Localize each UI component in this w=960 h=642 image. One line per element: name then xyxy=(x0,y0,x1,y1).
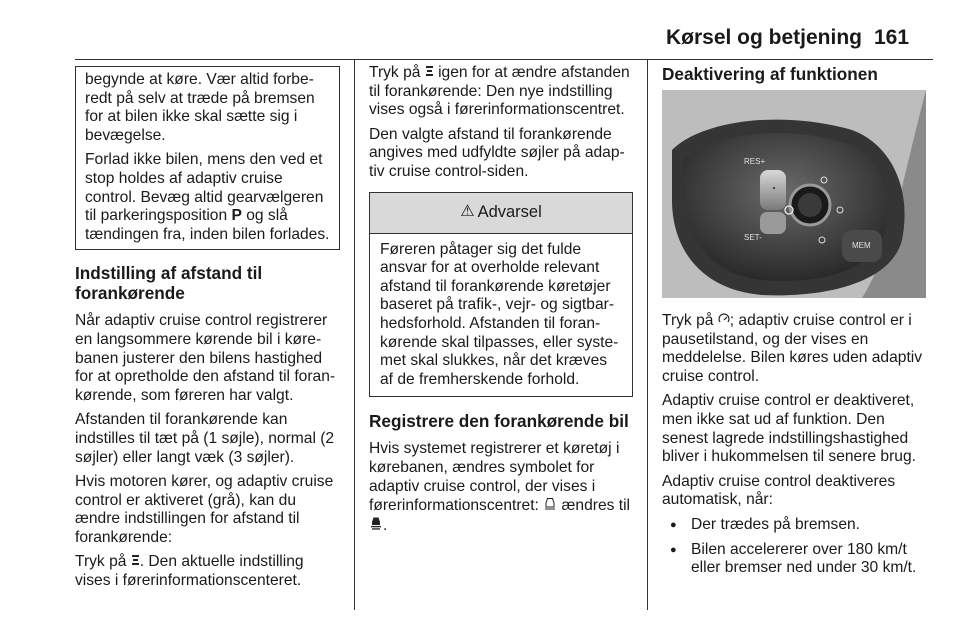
warning-triangle-icon: ⚠ xyxy=(460,203,475,221)
res-label: RES+ xyxy=(744,157,766,166)
column-divider-2 xyxy=(647,60,648,610)
caution-text-1: begynde at køre. Vær altid forberedt på selv at træde på bremsen for at bilen ikke skal sætte sig i bevægelse. xyxy=(85,71,315,144)
caution-text-2: Forlad ikke bilen, mens den ved et stop holdes af adaptiv cruise control. Bevæg altid gearvælgeren til parkeringsposition P og slå tændingen fra, inden bilen forlades. xyxy=(85,151,330,243)
cruise-icon xyxy=(718,312,730,331)
paragraph: Hvis motoren kører, og adaptiv cruise control er aktiveret (grå), kan du ændre indstillingen for afstand til forankørende: xyxy=(75,473,334,546)
steering-wheel-photo xyxy=(662,90,926,298)
list-item: ● Bilen accelererer over 180 km/t eller bremser ned under 30 km/t. xyxy=(691,541,932,578)
mem-label: MEM xyxy=(852,241,871,250)
gear-p-label: P xyxy=(231,207,242,225)
caution-box xyxy=(75,66,340,250)
warning-header xyxy=(370,193,632,234)
vehicle-outline-icon xyxy=(543,496,557,516)
vehicle-filled-icon xyxy=(369,516,383,536)
column-2 xyxy=(369,64,633,541)
column-1 xyxy=(75,66,340,597)
page-number: 161 xyxy=(874,26,910,49)
warning-body: Føreren påtager sig det fulde ansvar for at overholde relevant afstand til forankørende køretøjer baseret på trafik-, vejr- og sigtbarhedsforhold. Afstanden til forankørende skal tilpasses, eller systemet skal slukkes, når det kræves af de fremherskende forhold. xyxy=(380,240,619,388)
paragraph: Den valgte afstand til forankørende angives med udfyldte søjler på adaptiv cruise control-siden. xyxy=(369,125,625,180)
paragraph: Tryk på ; adaptiv cruise control er i pausetilstand, og der vises en meddelelse. Bilen køres uden adaptiv cruise control. xyxy=(662,312,923,385)
paragraph: Adaptiv cruise control deaktiveres automatisk, når: xyxy=(662,472,896,509)
distance-icon xyxy=(131,553,140,572)
paragraph: Adaptiv cruise control er deaktiveret, men ikke sat ud af funktion. Den senest lagrede indstillingshastighed bliver i hukommelsen til senere brug. xyxy=(662,392,916,466)
set-label: SET- xyxy=(744,233,762,242)
paragraph: Tryk på . Den aktuelle indstilling vises i førerinformationscenteret. xyxy=(75,553,304,590)
paragraph: Når adaptiv cruise control registrerer en langsommere kørende bil i kørebanen justerer den bilens hastighed for at opretholde den afstand til forankørende, som føreren har valgt. xyxy=(75,312,336,404)
warning-title: Advarsel xyxy=(477,203,542,222)
paragraph: Tryk på igen for at ændre afstanden til forankørende: Den nye indstilling vises også i førerinformationscentret. xyxy=(369,64,630,119)
section-heading-deactivate: Deaktivering af funktionen xyxy=(662,64,878,84)
distance-icon xyxy=(425,64,434,83)
paragraph: Afstanden til forankørende kan indstilles til tæt på (1 søjle), normal (2 søjler) eller langt væk (3 søjler). xyxy=(75,411,335,466)
deactivation-list xyxy=(662,516,932,578)
running-header: Kørsel og betjening xyxy=(665,26,862,49)
paragraph: Hvis systemet registrerer et køretøj i kørebanen, ændres symbolet for adaptiv cruise control, der vises i førerinformationscentret: ændres til . xyxy=(369,440,631,534)
column-3 xyxy=(662,64,932,584)
list-item: ● Der trædes på bremsen. xyxy=(691,516,932,535)
header-rule xyxy=(75,59,933,60)
warning-box xyxy=(369,192,633,398)
section-heading-distance: Indstilling af afstand til forankørende xyxy=(75,263,263,304)
column-divider-1 xyxy=(354,60,355,610)
section-heading-detect: Registrere den forankørende bil xyxy=(369,411,629,432)
